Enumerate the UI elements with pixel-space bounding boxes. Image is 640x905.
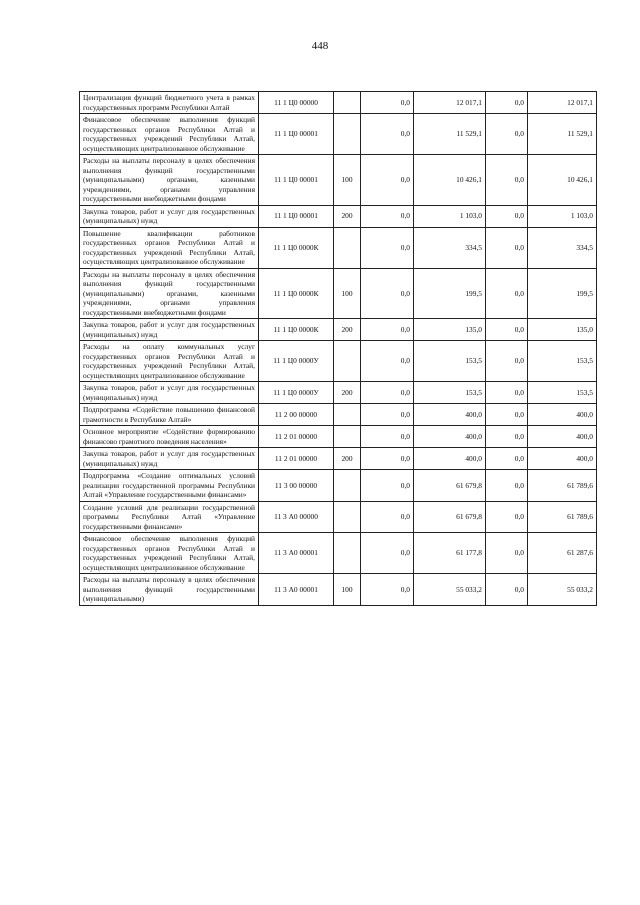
row-expense-type-cell: 200: [334, 319, 361, 341]
row-amount-4-cell: 400,0: [528, 426, 597, 448]
row-expense-type-cell: 200: [334, 205, 361, 227]
table-row: [80, 92, 597, 114]
row-amount-4-cell: 11 529,1: [528, 114, 597, 155]
row-expense-type-cell: 200: [334, 382, 361, 404]
table-row: [80, 501, 597, 533]
table-row: [80, 426, 597, 448]
table-row: [80, 470, 597, 502]
row-name-cell: Подпрограмма «Содействие повышению финансовой грамотности в Республике Алтай»: [80, 404, 259, 426]
row-name-cell: Расходы на выплаты персоналу в целях обеспечения выполнения функций государственными (муниципальными) органами, казенными учреждениями, органами управления государственными внебюджетными фондами: [80, 155, 259, 206]
row-amount-3-cell: 0,0: [486, 319, 528, 341]
row-amount-1-cell: 0,0: [361, 426, 414, 448]
row-amount-4-cell: 1 103,0: [528, 205, 597, 227]
row-amount-3-cell: 0,0: [486, 470, 528, 502]
table-row: [80, 319, 597, 341]
row-amount-3-cell: 0,0: [486, 341, 528, 382]
row-amount-2-cell: 135,0: [414, 319, 486, 341]
table-row: [80, 205, 597, 227]
row-amount-1-cell: 0,0: [361, 501, 414, 533]
row-code-cell: 11 3 А0 00001: [259, 533, 334, 574]
row-amount-2-cell: 334,5: [414, 227, 486, 268]
row-amount-2-cell: 400,0: [414, 448, 486, 470]
row-name-cell: Расходы на оплату коммунальных услуг государственных органов Республики Алтай и государственных учреждений Республики Алтай, осуществляющих централизованное обслуживание: [80, 341, 259, 382]
row-code-cell: 11 3 А0 00001: [259, 574, 334, 606]
row-expense-type-cell: [334, 501, 361, 533]
row-amount-1-cell: 0,0: [361, 268, 414, 319]
row-amount-4-cell: 334,5: [528, 227, 597, 268]
row-expense-type-cell: [334, 92, 361, 114]
row-amount-2-cell: 153,5: [414, 341, 486, 382]
row-expense-type-cell: [334, 426, 361, 448]
row-expense-type-cell: [334, 404, 361, 426]
row-code-cell: 11 1 Ц0 00000: [259, 92, 334, 114]
row-expense-type-cell: [334, 114, 361, 155]
table-row: [80, 155, 597, 206]
row-amount-2-cell: 400,0: [414, 426, 486, 448]
row-amount-4-cell: 153,5: [528, 382, 597, 404]
budget-table-body: [80, 92, 597, 606]
row-code-cell: 11 2 01 00000: [259, 426, 334, 448]
row-amount-2-cell: 12 017,1: [414, 92, 486, 114]
row-code-cell: 11 1 Ц0 0000У: [259, 382, 334, 404]
row-amount-1-cell: 0,0: [361, 227, 414, 268]
row-amount-1-cell: 0,0: [361, 448, 414, 470]
row-name-cell: Расходы на выплаты персоналу в целях обеспечения выполнения функций государственными (муниципальными) органами, казенными учреждениями, органами управления государственными внебюджетными фондами: [80, 268, 259, 319]
row-expense-type-cell: [334, 227, 361, 268]
row-amount-2-cell: 153,5: [414, 382, 486, 404]
row-amount-1-cell: 0,0: [361, 114, 414, 155]
row-amount-4-cell: 400,0: [528, 404, 597, 426]
row-amount-2-cell: 55 033,2: [414, 574, 486, 606]
table-row: [80, 341, 597, 382]
row-name-cell: Финансовое обеспечение выполнения функций государственных органов Республики Алтай и государственных учреждений Республики Алтай, осуществляющих централизованное обслуживание: [80, 114, 259, 155]
row-amount-2-cell: 10 426,1: [414, 155, 486, 206]
row-amount-4-cell: 400,0: [528, 448, 597, 470]
row-expense-type-cell: [334, 470, 361, 502]
table-row: [80, 448, 597, 470]
row-amount-3-cell: 0,0: [486, 404, 528, 426]
row-code-cell: 11 1 Ц0 0000К: [259, 319, 334, 341]
row-name-cell: Основное мероприятие «Содействие формированию финансово грамотного поведения населения»: [80, 426, 259, 448]
row-code-cell: 11 1 Ц0 0000К: [259, 227, 334, 268]
row-expense-type-cell: 200: [334, 448, 361, 470]
row-amount-4-cell: 10 426,1: [528, 155, 597, 206]
row-code-cell: 11 1 Ц0 0000У: [259, 341, 334, 382]
row-amount-4-cell: 199,5: [528, 268, 597, 319]
row-name-cell: Централизация функций бюджетного учета в рамках государственных программ Республики Алтай: [80, 92, 259, 114]
row-amount-2-cell: 400,0: [414, 404, 486, 426]
row-expense-type-cell: 100: [334, 268, 361, 319]
row-amount-3-cell: 0,0: [486, 501, 528, 533]
row-amount-4-cell: 153,5: [528, 341, 597, 382]
row-amount-4-cell: 12 017,1: [528, 92, 597, 114]
row-expense-type-cell: [334, 341, 361, 382]
row-amount-3-cell: 0,0: [486, 92, 528, 114]
row-amount-1-cell: 0,0: [361, 533, 414, 574]
row-code-cell: 11 2 00 00000: [259, 404, 334, 426]
table-row: [80, 574, 597, 606]
row-amount-4-cell: 61 287,6: [528, 533, 597, 574]
row-amount-4-cell: 55 033,2: [528, 574, 597, 606]
table-row: [80, 114, 597, 155]
row-name-cell: Создание условий для реализации государственной программы Республики Алтай «Управление государственными финансами»: [80, 501, 259, 533]
row-amount-1-cell: 0,0: [361, 470, 414, 502]
row-amount-3-cell: 0,0: [486, 205, 528, 227]
row-amount-2-cell: 61 679,8: [414, 501, 486, 533]
row-code-cell: 11 1 Ц0 00001: [259, 155, 334, 206]
row-code-cell: 11 3 00 00000: [259, 470, 334, 502]
row-amount-1-cell: 0,0: [361, 382, 414, 404]
row-amount-3-cell: 0,0: [486, 382, 528, 404]
row-amount-3-cell: 0,0: [486, 114, 528, 155]
row-name-cell: Подпрограмма «Создание оптимальных условий реализации государственной программы Республики Алтай «Управление государственными финансами»: [80, 470, 259, 502]
row-amount-3-cell: 0,0: [486, 155, 528, 206]
row-amount-4-cell: 135,0: [528, 319, 597, 341]
row-amount-2-cell: 1 103,0: [414, 205, 486, 227]
page-number: 448: [311, 40, 329, 52]
row-name-cell: Финансовое обеспечение выполнения функций государственных органов Республики Алтай и государственных учреждений Республики Алтай, осуществляющих централизованное обслуживание: [80, 533, 259, 574]
row-amount-1-cell: 0,0: [361, 341, 414, 382]
row-amount-1-cell: 0,0: [361, 155, 414, 206]
table-row: [80, 382, 597, 404]
row-expense-type-cell: 100: [334, 155, 361, 206]
row-amount-4-cell: 61 789,6: [528, 501, 597, 533]
row-name-cell: Повышение квалификации работников государственных органов Республики Алтай и государственных учреждений Республики Алтай, осуществляющих централизованное обслуживание: [80, 227, 259, 268]
row-amount-2-cell: 61 679,8: [414, 470, 486, 502]
row-amount-2-cell: 61 177,8: [414, 533, 486, 574]
row-code-cell: 11 1 Ц0 00001: [259, 114, 334, 155]
row-amount-2-cell: 199,5: [414, 268, 486, 319]
row-amount-1-cell: 0,0: [361, 319, 414, 341]
row-code-cell: 11 1 Ц0 0000К: [259, 268, 334, 319]
budget-table: [79, 91, 597, 606]
row-code-cell: 11 1 Ц0 00001: [259, 205, 334, 227]
row-code-cell: 11 2 01 00000: [259, 448, 334, 470]
row-amount-3-cell: 0,0: [486, 268, 528, 319]
row-expense-type-cell: 100: [334, 574, 361, 606]
table-row: [80, 268, 597, 319]
row-amount-4-cell: 61 789,6: [528, 470, 597, 502]
row-name-cell: Закупка товаров, работ и услуг для государственных (муниципальных) нужд: [80, 319, 259, 341]
row-amount-1-cell: 0,0: [361, 92, 414, 114]
row-amount-3-cell: 0,0: [486, 426, 528, 448]
row-amount-3-cell: 0,0: [486, 448, 528, 470]
row-amount-1-cell: 0,0: [361, 404, 414, 426]
row-name-cell: Закупка товаров, работ и услуг для государственных (муниципальных) нужд: [80, 448, 259, 470]
row-amount-1-cell: 0,0: [361, 205, 414, 227]
row-name-cell: Расходы на выплаты персоналу в целях обеспечения выполнения функций государственными (муниципальными): [80, 574, 259, 606]
table-row: [80, 227, 597, 268]
row-amount-1-cell: 0,0: [361, 574, 414, 606]
row-amount-3-cell: 0,0: [486, 574, 528, 606]
row-name-cell: Закупка товаров, работ и услуг для государственных (муниципальных) нужд: [80, 205, 259, 227]
row-name-cell: Закупка товаров, работ и услуг для государственных (муниципальных) нужд: [80, 382, 259, 404]
row-amount-3-cell: 0,0: [486, 533, 528, 574]
table-row: [80, 404, 597, 426]
row-amount-2-cell: 11 529,1: [414, 114, 486, 155]
table-row: [80, 533, 597, 574]
row-expense-type-cell: [334, 533, 361, 574]
row-code-cell: 11 3 А0 00000: [259, 501, 334, 533]
row-amount-3-cell: 0,0: [486, 227, 528, 268]
